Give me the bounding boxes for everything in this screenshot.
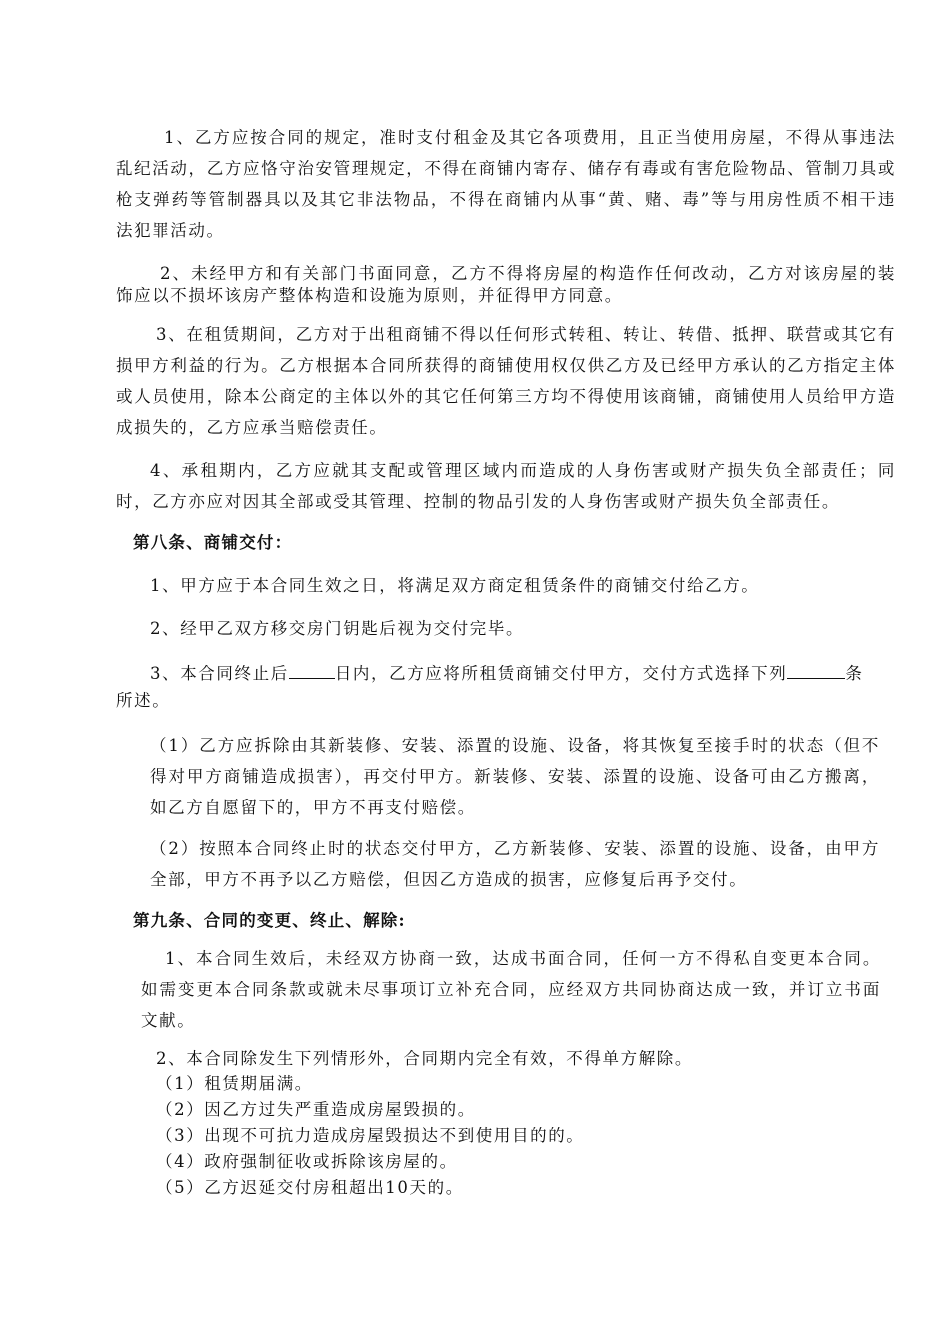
article7-clause-2: 2、未经甲方和有关部门书面同意，乙方不得将房屋的构造作任何改动，乙方对该房屋的装饰应以不损坏该房产整体构造和设施为原则，并征得甲方同意。 [116, 264, 896, 305]
article8-clause-3-continuation: 所述。 [116, 691, 171, 710]
article9-clause-1: 1、本合同生效后，未经双方协商一致，达成书面合同，任何一方不得私自变更本合同。如需变更本合同条款或就未尽事项订立补充合同，应经双方共同协商达成一致，并订立书面文献。 [141, 949, 881, 1030]
list-item: （1）租赁期届满。 [156, 1074, 313, 1093]
article7-clause-3: 3、在租赁期间，乙方对于出租商铺不得以任何形式转租、转让、转借、抵押、联营或其它有损甲方利益的行为。乙方根据本合同所获得的商铺使用权仅供乙方及已经甲方承认的乙方指定主体或人员使用，除本公商定的主体以外的其它任何第三方均不得使用该商铺，商铺使用人员给甲方造成损失的，乙方应承当赔偿责任。 [116, 325, 896, 437]
article9-heading: 第九条、合同的变更、终止、解除: [133, 911, 406, 930]
article8-clause-3-part-a: 3、本合同终止后 [150, 664, 289, 683]
article7-clause-1: 1、乙方应按合同的规定，准时支付租金及其它各项费用，且正当使用房屋，不得从事违法乱纪活动，乙方应恪守治安管理规定，不得在商铺内寄存、储存有毒或有害危险物品、管制刀具或枪支弹药等管制器具以及其它非法物品，不得在商铺内从事“黄、赌、毒”等与用房性质不相干违法犯罪活动。 [116, 128, 896, 240]
article8-option-1: （1）乙方应拆除由其新装修、安装、添置的设施、设备，将其恢复至接手时的状态（但不得对甲方商铺造成损害），再交付甲方。新装修、安装、添置的设施、设备可由乙方搬离，如乙方自愿留下的，甲方不再支付赔偿。 [150, 736, 880, 817]
article8-heading: 第八条、商铺交付： [133, 533, 293, 552]
option-blank [787, 660, 845, 679]
list-item: （5）乙方迟延交付房租超出10天的。 [156, 1178, 464, 1197]
article8-clause-1: 1、甲方应于本合同生效之日，将满足双方商定租赁条件的商铺交付给乙方。 [150, 576, 760, 595]
article7-clause-4: 4、承租期内，乙方应就其支配或管理区域内而造成的人身伤害或财产损失负全部责任；同时，乙方亦应对因其全部或受其管理、控制的物品引发的人身伤害或财产损失负全部责任。 [116, 461, 896, 511]
article8-clause-3-part-c: 条 [845, 664, 864, 683]
article8-clause-3-part-b: 日内，乙方应将所租赁商铺交付甲方，交付方式选择下列 [334, 664, 788, 683]
article8-clause-2: 2、经甲乙双方移交房门钥匙后视为交付完毕。 [150, 619, 525, 638]
list-item: （3）出现不可抗力造成房屋毁损达不到使用目的的。 [156, 1126, 585, 1145]
days-blank [289, 660, 335, 679]
article8-clause-3 [150, 660, 863, 685]
article9-clause-2: 2、本合同除发生下列情形外，合同期内完全有效，不得单方解除。 [156, 1049, 693, 1068]
list-item: （2）因乙方过失严重造成房屋毁损的。 [156, 1100, 476, 1119]
article8-option-2: （2）按照本合同终止时的状态交付甲方，乙方新装修、安装、添置的设施、设备，由甲方全部，甲方不再予以乙方赔偿，但因乙方造成的损害，应修复后再予交付。 [150, 839, 880, 889]
list-item: （4）政府强制征收或拆除该房屋的。 [156, 1152, 458, 1171]
